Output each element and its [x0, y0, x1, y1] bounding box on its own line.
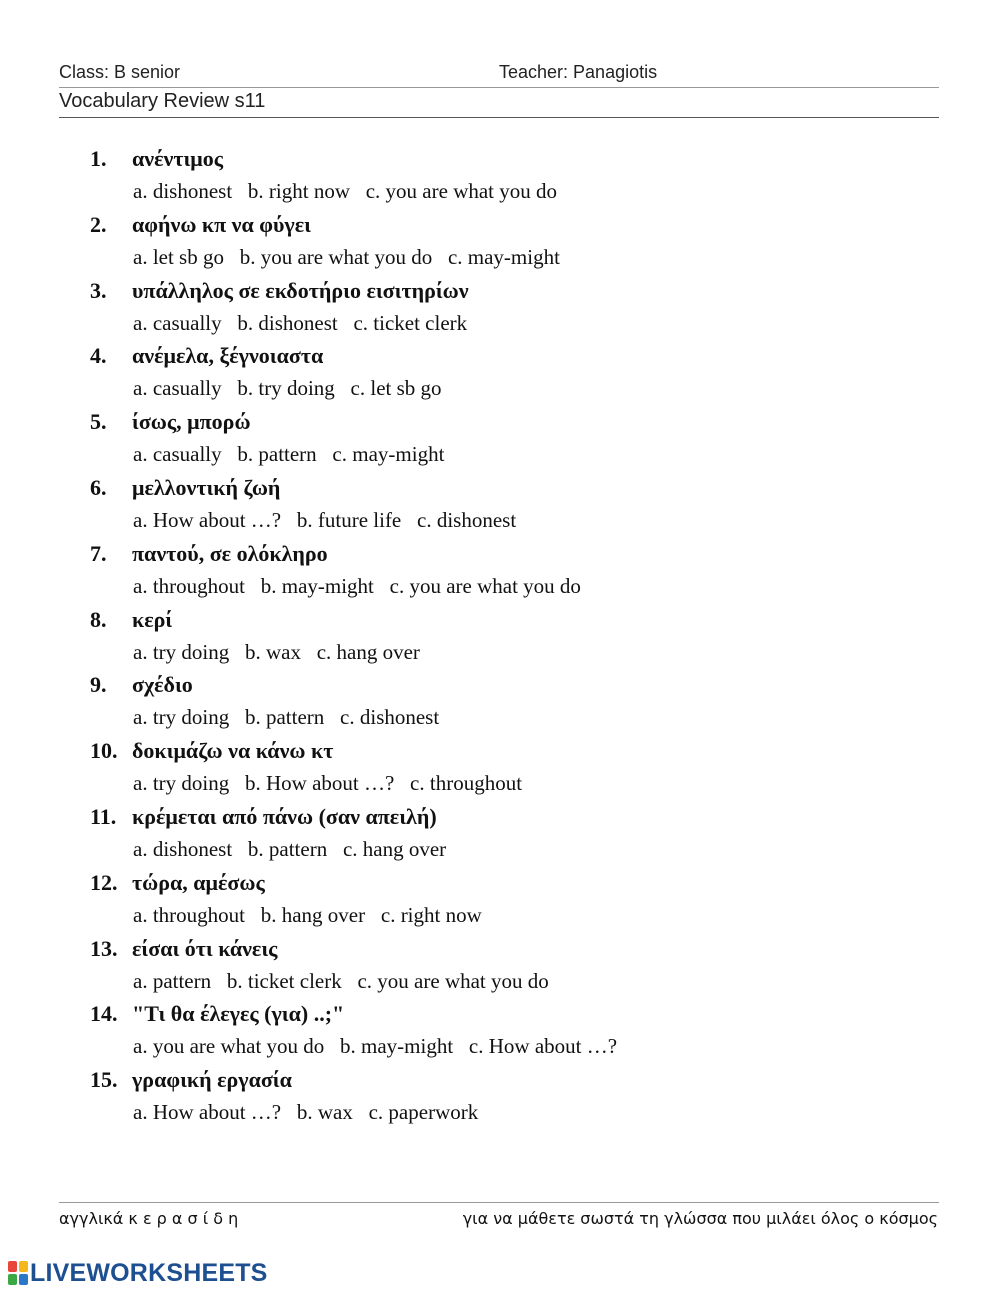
question-item: [90, 538, 950, 604]
question-number: 8.: [90, 606, 107, 632]
question-term: παντού, σε ολόκληρο: [132, 540, 328, 566]
question-number: 7.: [90, 540, 107, 566]
question-item: [90, 867, 950, 933]
question-line: [90, 209, 950, 240]
question-number: 9.: [90, 672, 107, 698]
question-list: [90, 143, 950, 1130]
logo-text: LIVEWORKSHEETS: [30, 1258, 268, 1287]
question-item: [90, 340, 950, 406]
question-line: [90, 998, 950, 1029]
question-number: 4.: [90, 343, 107, 369]
logo-square-blue: [19, 1274, 28, 1285]
question-term: αφήνω κπ να φύγει: [132, 211, 311, 237]
question-line: [90, 143, 950, 174]
answer-options: a. throughout b. may-might c. you are what you do: [133, 573, 581, 598]
footer-left-text: αγγλικά κ ε ρ α σ ί δ η: [59, 1209, 239, 1228]
question-term: δοκιμάζω να κάνω κτ: [132, 738, 334, 764]
answer-options: a. let sb go b. you are what you do c. may-might: [133, 244, 560, 269]
question-number: 2.: [90, 211, 107, 237]
question-line: [90, 472, 950, 503]
question-number: 13.: [90, 935, 118, 961]
answer-options: a. throughout b. hang over c. right now: [133, 902, 482, 927]
worksheet-title: Vocabulary Review s11: [59, 90, 266, 112]
liveworksheets-logo[interactable]: [8, 1257, 268, 1289]
question-item: [90, 801, 950, 867]
class-label: Class: B senior: [59, 62, 181, 82]
question-item: [90, 933, 950, 999]
question-number: 3.: [90, 277, 107, 303]
question-term: κερί: [132, 606, 173, 632]
question-line: [90, 801, 950, 832]
question-term: σχέδιο: [132, 672, 193, 698]
question-item: [90, 143, 950, 209]
question-line: [90, 275, 950, 306]
answer-options: a. you are what you do b. may-might c. How about …?: [133, 1034, 618, 1059]
question-item: [90, 209, 950, 275]
question-term: ανέντιμος: [132, 146, 224, 171]
teacher-label: Teacher: Panagiotis: [499, 62, 658, 82]
question-item: [90, 998, 950, 1064]
logo-square-red: [8, 1261, 17, 1272]
liveworksheets-logo-icon: [8, 1261, 28, 1285]
question-line: [90, 538, 950, 569]
question-line: [90, 1064, 950, 1095]
answer-options: a. try doing b. wax c. hang over: [133, 639, 420, 664]
question-number: 5.: [90, 409, 107, 435]
answer-options: a. try doing b. pattern c. dishonest: [133, 705, 440, 730]
question-number: 10.: [90, 738, 118, 764]
answer-options: a. dishonest b. pattern c. hang over: [133, 836, 447, 861]
question-term: υπάλληλος σε εκδοτήριο εισιτηρίων: [132, 277, 469, 303]
question-number: 1.: [90, 146, 107, 171]
question-term: μελλοντική ζωή: [132, 474, 281, 500]
answer-options: a. casually b. try doing c. let sb go: [133, 376, 442, 401]
question-item: [90, 1064, 950, 1130]
question-item: [90, 669, 950, 735]
question-item: [90, 406, 950, 472]
question-number: 15.: [90, 1067, 118, 1093]
question-term: γραφική εργασία: [132, 1067, 292, 1093]
question-item: [90, 472, 950, 538]
question-line: [90, 406, 950, 437]
answer-options: a. dishonest b. right now c. you are what you do: [133, 179, 558, 203]
question-term: κρέμεται από πάνω (σαν απειλή): [132, 803, 437, 829]
question-line: [90, 933, 950, 964]
question-term: ίσως, μπορώ: [132, 409, 251, 435]
question-number: 12.: [90, 869, 118, 895]
question-number: 14.: [90, 1001, 118, 1027]
answer-options: a. casually b. dishonest c. ticket clerk: [133, 310, 468, 335]
answer-options: a. try doing b. How about …? c. throughout: [133, 771, 523, 796]
question-line: [90, 340, 950, 371]
answer-options: a. How about …? b. future life c. dishonest: [133, 507, 517, 532]
question-line: [90, 735, 950, 766]
question-item: [90, 275, 950, 341]
question-item: [90, 604, 950, 670]
title-divider: [59, 117, 939, 118]
header-divider: [59, 87, 939, 88]
question-term: είσαι ότι κάνεις: [132, 935, 278, 961]
footer-divider: [59, 1202, 939, 1203]
question-number: 6.: [90, 474, 107, 500]
question-number: 11.: [90, 803, 117, 829]
question-line: [90, 669, 950, 700]
question-term: ανέμελα, ξέγνοιαστα: [132, 343, 324, 369]
question-line: [90, 867, 950, 898]
answer-options: a. How about …? b. wax c. paperwork: [133, 1100, 479, 1125]
footer-right-text: για να μάθετε σωστά τη γλώσσα που μιλάει όλος ο κόσμος: [462, 1209, 938, 1228]
answer-options: a. pattern b. ticket clerk c. you are what you do: [133, 968, 549, 993]
question-term: "Τι θα έλεγες (για) ..;": [132, 1001, 345, 1027]
logo-square-green: [8, 1274, 17, 1285]
question-line: [90, 604, 950, 635]
logo-square-yellow: [19, 1261, 28, 1272]
question-item: [90, 735, 950, 801]
question-term: τώρα, αμέσως: [132, 869, 265, 895]
answer-options: a. casually b. pattern c. may-might: [133, 442, 445, 467]
